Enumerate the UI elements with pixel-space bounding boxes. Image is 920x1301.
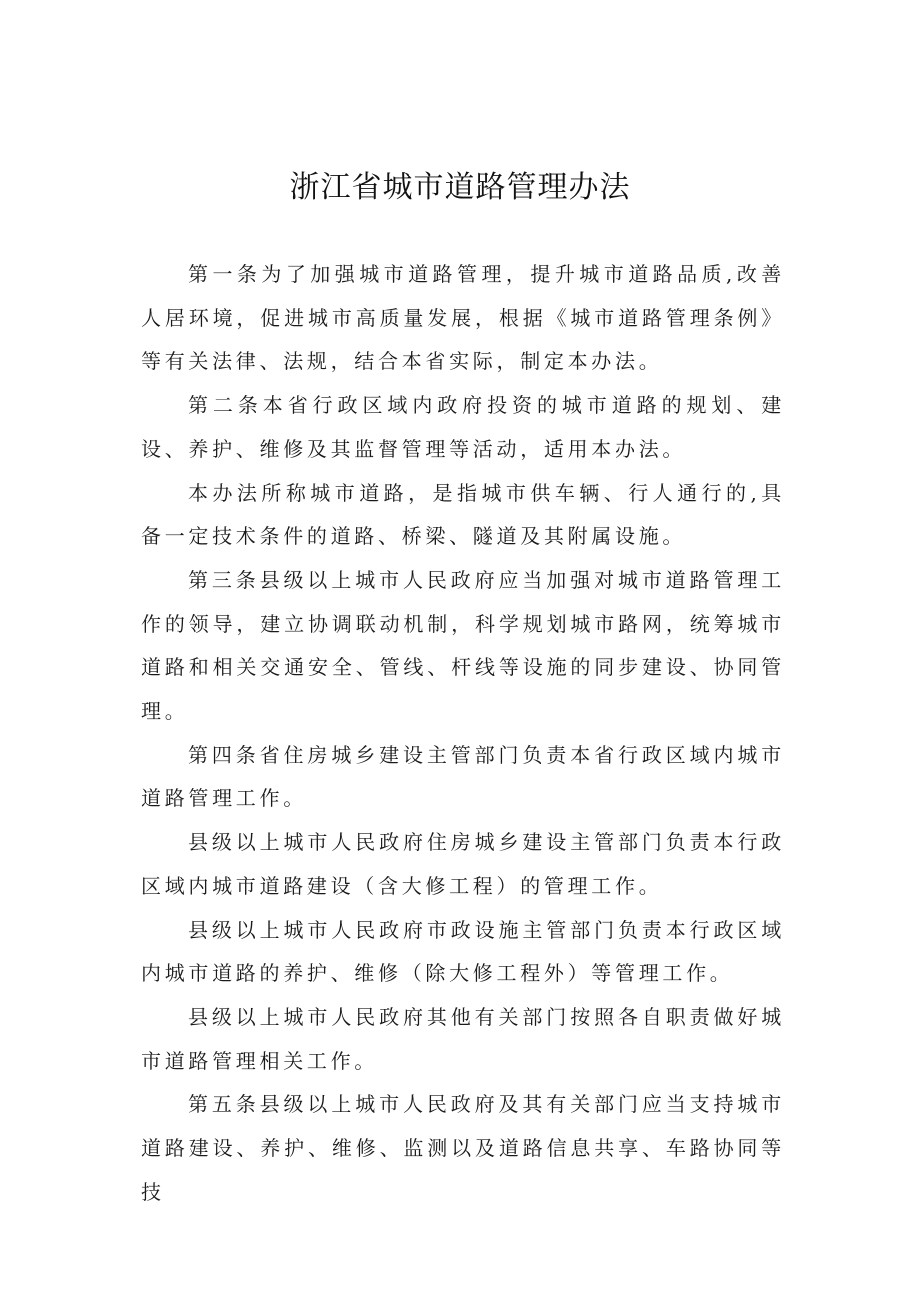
paragraph-article-4-municipal-dept: 县级以上城市人民政府市政设施主管部门负责本行政区域内城市道路的养护、维修（除大修工程外）等管理工作。 — [141, 917, 785, 986]
document-body — [141, 253, 785, 1214]
paragraph-article-2: 第二条本省行政区域内政府投资的城市道路的规划、建设、养护、维修及其监督管理等活动，适用本办法。 — [141, 393, 785, 461]
paragraph-article-2-definition: 本办法所称城市道路，是指城市供车辆、行人通行的,具备一定技术条件的道路、桥梁、隧道及其附属设施。 — [141, 480, 785, 549]
paragraph-article-4: 第四条省住房城乡建设主管部门负责本省行政区域内城市道路管理工作。 — [141, 742, 785, 811]
paragraph-article-3: 第三条县级以上城市人民政府应当加强对城市道路管理工作的领导，建立协调联动机制，科学规划城市路网，统筹城市道路和相关交通安全、管线、杆线等设施的同步建设、协同管理。 — [141, 567, 785, 724]
paragraph-article-4-other-depts: 县级以上城市人民政府其他有关部门按照各自职责做好城市道路管理相关工作。 — [141, 1004, 785, 1073]
document-title: 浙江省城市道路管理办法 — [289, 170, 631, 205]
paragraph-article-4-housing-dept: 县级以上城市人民政府住房城乡建设主管部门负责本行政区域内城市道路建设（含大修工程）的管理工作。 — [141, 830, 785, 898]
paragraph-article-1: 第一条为了加强城市道路管理，提升城市道路品质,改善人居环境，促进城市高质量发展，根据《城市道路管理条例》等有关法律、法规，结合本省实际，制定本办法。 — [141, 262, 785, 374]
paragraph-article-5: 第五条县级以上城市人民政府及其有关部门应当支持城市道路建设、养护、维修、监测以及道路信息共享、车路协同等技 — [141, 1092, 785, 1204]
